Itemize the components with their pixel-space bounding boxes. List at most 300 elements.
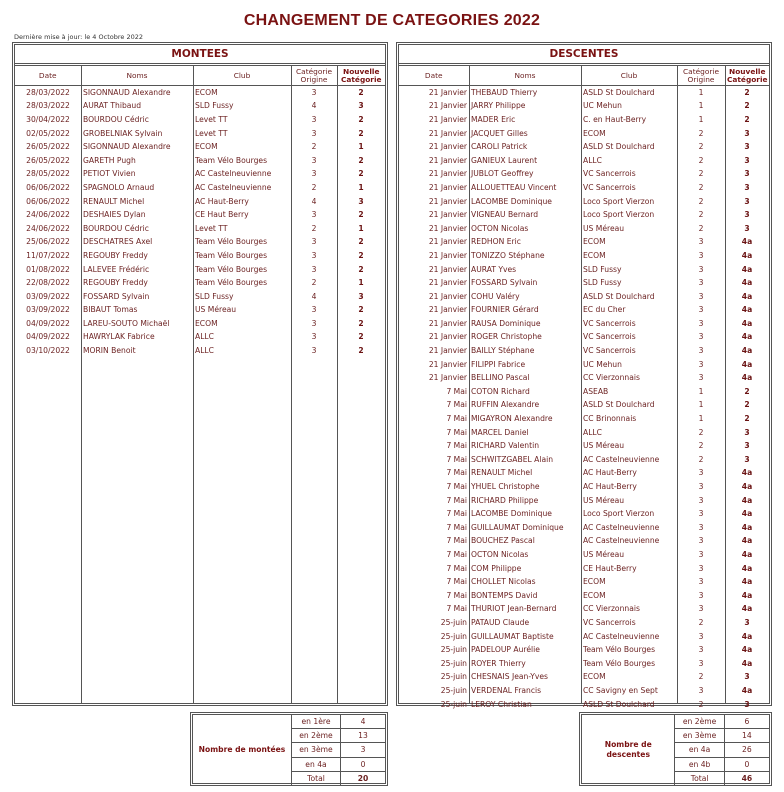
table-row (399, 561, 769, 575)
cell-club: AC Castelneuvienne (195, 182, 272, 192)
cell-nom: MADER Eric (471, 114, 516, 124)
cell-nouvelle-categorie: 2 (358, 210, 364, 220)
cell-club: ASLD St Doulchard (583, 142, 655, 152)
cell-nom: RENAULT Michel (83, 196, 145, 206)
montees-header-row (15, 66, 385, 86)
montees-summary-table (193, 715, 385, 785)
cell-nouvelle-categorie: 2 (358, 114, 364, 124)
cell-date: 25/06/2022 (26, 237, 70, 247)
cell-categorie-origine: 3 (698, 332, 704, 342)
table-row (15, 262, 385, 276)
cell-nom: HAWRYLAK Fabrice (83, 332, 155, 342)
cell-nouvelle-categorie: 4a (741, 685, 753, 695)
cell-nouvelle-categorie: 3 (744, 454, 750, 464)
cell-categorie-origine: 3 (698, 359, 704, 369)
cell-nouvelle-categorie: 1 (358, 223, 364, 233)
table-row (15, 208, 385, 222)
cell-date: 25-juin (440, 658, 467, 668)
cell-nouvelle-categorie: 4a (741, 509, 753, 519)
table-row (399, 194, 769, 208)
summary-total-value: 46 (724, 771, 769, 785)
cell-date: 7 Mai (446, 509, 467, 519)
cell-date: 21 Janvier (428, 373, 467, 383)
summary-total-value: 20 (341, 771, 386, 785)
summary-count: 0 (341, 757, 386, 771)
cell-date: 04/09/2022 (26, 332, 70, 342)
cell-categorie-origine: 3 (698, 237, 704, 247)
cell-club: ECOM (195, 318, 218, 328)
cell-club: VC Sancerrois (583, 346, 636, 356)
header-club: Club (193, 66, 291, 86)
cell-nom: SCHWITZGABEL Alain (471, 454, 554, 464)
table-row (399, 616, 769, 630)
cell-nom: AURAT Yves (471, 264, 517, 274)
cell-nouvelle-categorie: 3 (358, 291, 364, 301)
cell-nouvelle-categorie: 4a (741, 495, 753, 505)
descentes-header-row (399, 66, 769, 86)
summary-category: en 2ème (292, 729, 341, 743)
descentes-summary (579, 712, 772, 786)
montees-table (15, 66, 385, 357)
table-row (399, 643, 769, 657)
cell-date: 21 Janvier (428, 196, 467, 206)
cell-date: 06/06/2022 (26, 182, 70, 192)
cell-categorie-origine: 2 (311, 142, 317, 152)
cell-club: SLD Fussy (583, 264, 622, 274)
cell-nouvelle-categorie: 4a (741, 305, 753, 315)
header-date: Date (15, 66, 81, 86)
cell-categorie-origine: 2 (698, 169, 704, 179)
cell-nom: CHOLLET Nicolas (471, 577, 536, 587)
cell-nouvelle-categorie: 2 (358, 318, 364, 328)
cell-nom: BIBAUT Tomas (83, 305, 138, 315)
table-row (399, 575, 769, 589)
cell-nouvelle-categorie: 4a (741, 645, 753, 655)
cell-nom: RUFFIN Alexandre (471, 400, 540, 410)
cell-date: 21 Janvier (428, 318, 467, 328)
cell-club: VC Sancerrois (583, 332, 636, 342)
cell-date: 7 Mai (446, 495, 467, 505)
header-categorie-origine: Catégorie Origine (291, 66, 337, 86)
cell-categorie-origine: 3 (698, 495, 704, 505)
cell-nouvelle-categorie: 2 (744, 88, 750, 98)
cell-nom: RICHARD Valentin (471, 441, 540, 451)
table-row (15, 181, 385, 195)
cell-nom: GUILLAUMAT Dominique (471, 522, 564, 532)
table-row (399, 86, 769, 100)
cell-nom: RICHARD Philippe (471, 495, 539, 505)
cell-nom: MARCEL Daniel (471, 427, 529, 437)
cell-club: ECOM (583, 128, 606, 138)
cell-categorie-origine: 3 (698, 604, 704, 614)
cell-nouvelle-categorie: 2 (358, 305, 364, 315)
cell-date: 01/08/2022 (26, 264, 70, 274)
table-row (399, 140, 769, 154)
cell-categorie-origine: 3 (311, 114, 317, 124)
cell-nom: BONTEMPS David (471, 590, 538, 600)
table-row (399, 330, 769, 344)
cell-date: 21 Janvier (428, 346, 467, 356)
cell-date: 21 Janvier (428, 278, 467, 288)
cell-nouvelle-categorie: 3 (744, 142, 750, 152)
cell-club: Team Vélo Bourges (195, 278, 268, 288)
table-row (15, 167, 385, 181)
cell-nouvelle-categorie: 4a (741, 318, 753, 328)
cell-categorie-origine: 3 (311, 264, 317, 274)
cell-nom: PADELOUP Aurélie (471, 645, 540, 655)
cell-nouvelle-categorie: 4a (741, 359, 753, 369)
cell-nouvelle-categorie: 4a (741, 658, 753, 668)
cell-club: AC Castelneuvienne (583, 631, 660, 641)
summary-category: en 4b (675, 757, 724, 771)
cell-categorie-origine: 3 (311, 155, 317, 165)
cell-date: 7 Mai (446, 468, 467, 478)
cell-club: US Méreau (583, 549, 625, 559)
cell-nouvelle-categorie: 4a (741, 373, 753, 383)
table-row (399, 466, 769, 480)
cell-club: Team Vélo Bourges (195, 155, 268, 165)
cell-club: Loco Sport Vierzon (583, 210, 655, 220)
cell-club: ECOM (583, 672, 606, 682)
cell-categorie-origine: 1 (698, 414, 704, 424)
cell-nom: JACQUET Gilles (471, 128, 528, 138)
cell-nouvelle-categorie: 3 (744, 699, 750, 709)
cell-nouvelle-categorie: 3 (744, 155, 750, 165)
table-row (399, 289, 769, 303)
cell-date: 24/06/2022 (26, 223, 70, 233)
cell-club: AC Haut-Berry (583, 482, 637, 492)
cell-nouvelle-categorie: 4a (741, 604, 753, 614)
cell-nouvelle-categorie: 3 (744, 441, 750, 451)
cell-date: 7 Mai (446, 441, 467, 451)
cell-categorie-origine: 2 (698, 182, 704, 192)
cell-nom: FOSSARD Sylvain (471, 278, 538, 288)
descentes-title: DESCENTES (399, 45, 769, 66)
cell-nom: AURAT Thibaud (83, 101, 142, 111)
table-row (399, 439, 769, 453)
table-row (399, 249, 769, 263)
cell-nom: RENAULT Michel (471, 468, 533, 478)
cell-club: ECOM (583, 590, 606, 600)
table-row (399, 697, 769, 711)
cell-nom: ROYER Thierry (471, 658, 526, 668)
cell-date: 26/05/2022 (26, 155, 70, 165)
cell-date: 7 Mai (446, 414, 467, 424)
summary-total-label: Total (675, 771, 724, 785)
cell-categorie-origine: 1 (698, 400, 704, 410)
table-row (399, 521, 769, 535)
cell-nouvelle-categorie: 3 (744, 128, 750, 138)
cell-nom: BOUCHEZ Pascal (471, 536, 535, 546)
summary-count: 0 (724, 757, 769, 771)
cell-nom: DESCHATRES Axel (83, 237, 153, 247)
cell-club: CE Haut-Berry (583, 563, 637, 573)
cell-club: VC Sancerrois (583, 318, 636, 328)
cell-categorie-origine: 3 (311, 237, 317, 247)
cell-date: 21 Janvier (428, 114, 467, 124)
cell-nom: BOURDOU Cédric (83, 223, 149, 233)
header-categorie-origine: Catégorie Origine (677, 66, 725, 86)
descentes-summary-table (582, 715, 769, 785)
cell-date: 21 Janvier (428, 305, 467, 315)
cell-date: 21 Janvier (428, 210, 467, 220)
table-row (399, 385, 769, 399)
cell-nom: FILIPPI Fabrice (471, 359, 526, 369)
cell-club: ECOM (195, 142, 218, 152)
cell-nom: LACOMBE Dominique (471, 509, 552, 519)
cell-nouvelle-categorie: 4a (741, 250, 753, 260)
cell-nom: GARETH Pugh (83, 155, 136, 165)
cell-categorie-origine: 3 (698, 658, 704, 668)
cell-date: 7 Mai (446, 400, 467, 410)
cell-date: 7 Mai (446, 386, 467, 396)
table-row (399, 425, 769, 439)
header-noms: Noms (469, 66, 581, 86)
cell-nom: BELLINO Pascal (471, 373, 530, 383)
cell-categorie-origine: 3 (698, 468, 704, 478)
cell-date: 21 Janvier (428, 182, 467, 192)
cell-categorie-origine: 3 (698, 305, 704, 315)
cell-date: 03/10/2022 (26, 346, 70, 356)
table-row (399, 670, 769, 684)
cell-club: ECOM (195, 88, 218, 98)
table-row (399, 153, 769, 167)
cell-nouvelle-categorie: 4a (741, 577, 753, 587)
summary-count: 4 (341, 715, 386, 729)
cell-nouvelle-categorie: 2 (358, 237, 364, 247)
table-row (399, 126, 769, 140)
cell-club: Team Vélo Bourges (195, 237, 268, 247)
cell-date: 21 Janvier (428, 155, 467, 165)
summary-category: en 3ème (292, 743, 341, 757)
cell-categorie-origine: 3 (311, 346, 317, 356)
cell-categorie-origine: 3 (698, 590, 704, 600)
cell-club: ECOM (583, 577, 606, 587)
cell-club: AC Haut-Berry (195, 196, 249, 206)
cell-categorie-origine: 3 (311, 250, 317, 260)
cell-nom: COTON Richard (471, 386, 530, 396)
table-row (399, 629, 769, 643)
table-row (399, 548, 769, 562)
cell-nouvelle-categorie: 1 (358, 278, 364, 288)
cell-date: 21 Janvier (428, 291, 467, 301)
descentes-panel (396, 42, 772, 709)
cell-club: Levet TT (195, 114, 228, 124)
cell-date: 7 Mai (446, 522, 467, 532)
cell-nom: TONIZZO Stéphane (471, 250, 545, 260)
table-row (399, 684, 769, 698)
cell-categorie-origine: 3 (311, 332, 317, 342)
cell-date: 04/09/2022 (26, 318, 70, 328)
cell-club: UC Mehun (583, 101, 622, 111)
cell-club: ASEAB (583, 386, 609, 396)
table-row (399, 208, 769, 222)
cell-nouvelle-categorie: 1 (358, 182, 364, 192)
cell-date: 21 Janvier (428, 264, 467, 274)
cell-club: CC Brinonnais (583, 414, 637, 424)
summary-category: en 1ère (292, 715, 341, 729)
cell-nom: SIGONNAUD Alexandre (83, 88, 171, 98)
cell-nom: REGOUBY Freddy (83, 278, 148, 288)
cell-categorie-origine: 3 (311, 318, 317, 328)
cell-categorie-origine: 3 (698, 549, 704, 559)
cell-categorie-origine: 4 (311, 291, 317, 301)
cell-nouvelle-categorie: 4a (741, 237, 753, 247)
cell-date: 26/05/2022 (26, 142, 70, 152)
cell-club: UC Mehun (583, 359, 622, 369)
cell-categorie-origine: 3 (698, 264, 704, 274)
page-title: CHANGEMENT DE CATEGORIES 2022 (243, 12, 541, 29)
summary-count: 26 (724, 743, 769, 757)
table-row (15, 99, 385, 113)
cell-nom: LACOMBE Dominique (471, 196, 552, 206)
table-row (15, 289, 385, 303)
cell-categorie-origine: 3 (698, 346, 704, 356)
cell-categorie-origine: 2 (698, 210, 704, 220)
montees-title: MONTEES (15, 45, 385, 66)
cell-categorie-origine: 2 (698, 155, 704, 165)
cell-categorie-origine: 2 (698, 454, 704, 464)
cell-club: CC Vierzonnais (583, 373, 640, 383)
cell-date: 21 Janvier (428, 250, 467, 260)
cell-club: Team Vélo Bourges (195, 250, 268, 260)
cell-club: VC Sancerrois (583, 182, 636, 192)
descentes-table (399, 66, 769, 711)
cell-club: ASLD St Doulchard (583, 400, 655, 410)
cell-nom: YHUEL Christophe (471, 482, 540, 492)
cell-nouvelle-categorie: 3 (744, 210, 750, 220)
cell-nouvelle-categorie: 2 (358, 332, 364, 342)
cell-categorie-origine: 3 (698, 522, 704, 532)
summary-label: Nombre de descentes (604, 739, 652, 759)
cell-nouvelle-categorie: 4a (741, 291, 753, 301)
cell-nouvelle-categorie: 4a (741, 563, 753, 573)
cell-club: AC Castelneuvienne (583, 522, 660, 532)
cell-nom: RAUSA Dominique (471, 318, 541, 328)
cell-categorie-origine: 3 (698, 685, 704, 695)
table-row (15, 140, 385, 154)
cell-nouvelle-categorie: 3 (744, 617, 750, 627)
table-row (399, 181, 769, 195)
cell-date: 21 Janvier (428, 223, 467, 233)
summary-count: 6 (724, 715, 769, 729)
cell-date: 22/08/2022 (26, 278, 70, 288)
header-nouvelle-categorie: Nouvelle Catégorie (726, 66, 768, 84)
table-row (399, 534, 769, 548)
cell-nouvelle-categorie: 4a (741, 631, 753, 641)
cell-nouvelle-categorie: 4a (741, 332, 753, 342)
cell-categorie-origine: 2 (698, 223, 704, 233)
cell-date: 7 Mai (446, 577, 467, 587)
cell-nom: GROBELNIAK Sylvain (83, 128, 163, 138)
cell-nouvelle-categorie: 4a (741, 590, 753, 600)
table-row (15, 317, 385, 331)
table-row (399, 371, 769, 385)
cell-club: CC Vierzonnais (583, 604, 640, 614)
cell-date: 25-juin (440, 631, 467, 641)
cell-categorie-origine: 3 (698, 631, 704, 641)
cell-categorie-origine: 3 (698, 563, 704, 573)
table-row (15, 126, 385, 140)
cell-club: AC Castelneuvienne (195, 169, 272, 179)
cell-date: 7 Mai (446, 604, 467, 614)
cell-club: ASLD St Doulchard (583, 699, 655, 709)
cell-nouvelle-categorie: 3 (358, 101, 364, 111)
cell-club: SLD Fussy (583, 278, 622, 288)
header-date: Date (399, 66, 469, 86)
cell-categorie-origine: 3 (311, 128, 317, 138)
table-row (15, 113, 385, 127)
table-row (399, 113, 769, 127)
cell-nom: DESHAIES Dylan (83, 210, 146, 220)
table-row (15, 276, 385, 290)
cell-date: 7 Mai (446, 454, 467, 464)
cell-club: C. en Haut-Berry (583, 114, 647, 124)
cell-nouvelle-categorie: 3 (744, 182, 750, 192)
table-row (399, 453, 769, 467)
summary-category: en 4a (675, 743, 724, 757)
cell-club: US Méreau (583, 495, 625, 505)
cell-categorie-origine: 3 (311, 88, 317, 98)
table-row (399, 99, 769, 113)
cell-nom: REGOUBY Freddy (83, 250, 148, 260)
cell-categorie-origine: 3 (698, 250, 704, 260)
cell-categorie-origine: 2 (698, 672, 704, 682)
cell-date: 28/03/2022 (26, 101, 70, 111)
cell-club: CC Savigny en Sept (583, 685, 658, 695)
table-row (399, 221, 769, 235)
cell-date: 7 Mai (446, 563, 467, 573)
cell-categorie-origine: 4 (311, 196, 317, 206)
summary-label: Nombre de montées (198, 744, 286, 754)
summary-count: 13 (341, 729, 386, 743)
cell-categorie-origine: 1 (698, 101, 704, 111)
cell-nouvelle-categorie: 2 (744, 386, 750, 396)
cell-nom: PETIOT Vivien (83, 169, 136, 179)
cell-club: EC du Cher (583, 305, 626, 315)
cell-date: 21 Janvier (428, 359, 467, 369)
cell-nom: GUILLAUMAT Baptiste (471, 631, 554, 641)
cell-date: 21 Janvier (428, 169, 467, 179)
cell-nouvelle-categorie: 2 (358, 88, 364, 98)
cell-date: 25-juin (440, 699, 467, 709)
cell-nom: JARRY Philippe (471, 101, 526, 111)
cell-date: 21 Janvier (428, 237, 467, 247)
cell-categorie-origine: 2 (698, 441, 704, 451)
cell-date: 21 Janvier (428, 332, 467, 342)
cell-date: 03/09/2022 (26, 305, 70, 315)
cell-categorie-origine: 2 (698, 142, 704, 152)
cell-club: ALLC (583, 427, 602, 437)
cell-club: US Méreau (583, 441, 625, 451)
cell-nom: ROGER Christophe (471, 332, 542, 342)
cell-club: AC Castelneuvienne (583, 454, 660, 464)
cell-nom: OCTON Nicolas (471, 549, 529, 559)
table-row (399, 588, 769, 602)
table-row (399, 357, 769, 371)
cell-nom: REDHON Eric (471, 237, 521, 247)
cell-nouvelle-categorie: 4a (741, 549, 753, 559)
header-noms: Noms (81, 66, 193, 86)
cell-nouvelle-categorie: 2 (744, 414, 750, 424)
table-row (399, 507, 769, 521)
cell-categorie-origine: 2 (698, 427, 704, 437)
cell-club: VC Sancerrois (583, 617, 636, 627)
last-update-note: Dernière mise à jour: le 4 Octobre 2022 (14, 33, 143, 41)
cell-date: 28/03/2022 (26, 88, 70, 98)
summary-count: 3 (341, 743, 386, 757)
table-row (15, 235, 385, 249)
